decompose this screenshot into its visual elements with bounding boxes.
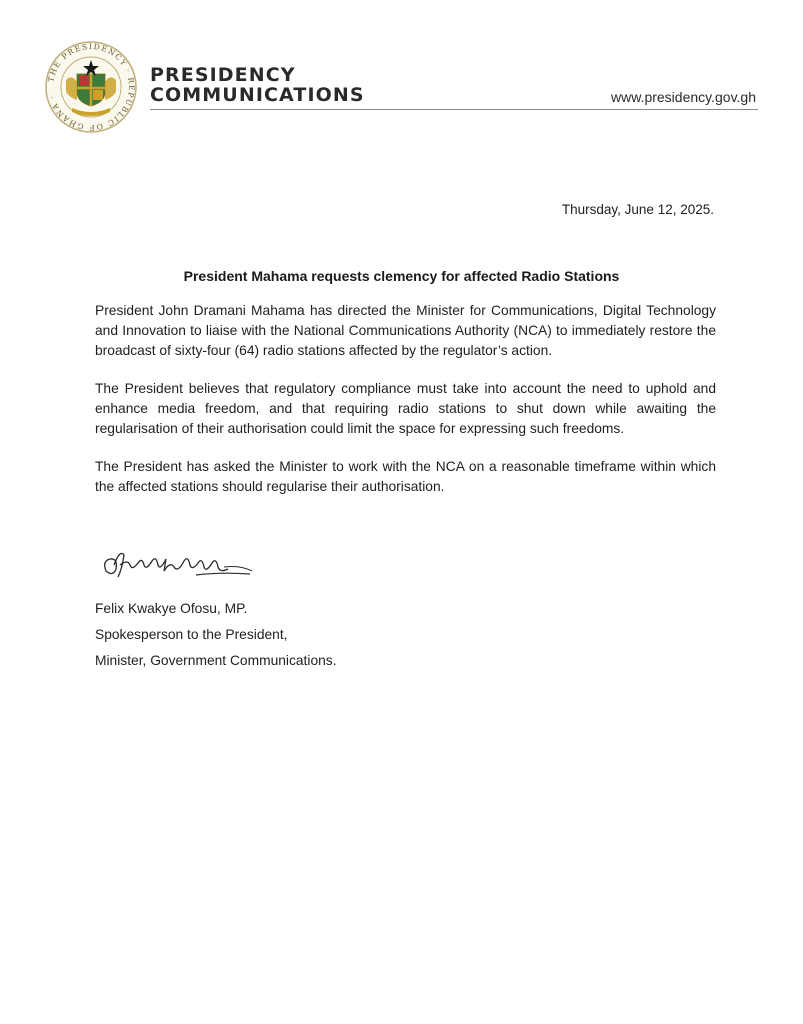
org-name-line2: COMMUNICATIONS: [150, 84, 365, 106]
release-title: President Mahama requests clemency for affected Radio Stations: [183, 268, 620, 284]
release-body: [95, 301, 716, 515]
svg-text:THE PRESIDENCY · REPUBLIC OF G: THE PRESIDENCY · REPUBLIC OF GHANA ·: [46, 41, 137, 133]
signatory-office: Minister, Government Communications.: [95, 653, 337, 668]
handwritten-signature: [100, 545, 260, 589]
coat-of-arms-seal-icon: [44, 40, 138, 134]
body-paragraph: The President believes that regulatory compliance must take into account the need to uphold and enhance media freedom, and that requiring radio stations to shut down while awaiting the regularisation of their authorisation could limit the space for expressing such freedoms.: [95, 381, 716, 436]
release-date: Thursday, June 12, 2025.: [561, 202, 714, 217]
signatory-name: Felix Kwakye Ofosu, MP.: [95, 601, 248, 616]
letterhead: [44, 40, 758, 132]
signatory-role: Spokesperson to the President,: [95, 627, 288, 642]
org-name-line1: PRESIDENCY: [150, 64, 296, 86]
body-paragraph: President John Dramani Mahama has directed the Minister for Communications, Digital Technology and Innovation to liaise with the National Communications Authority (NCA) to immediately restore the broadcast of sixty-four (64) radio stations affected by the regulator’s action.: [95, 303, 716, 358]
website-url: www.presidency.gov.gh: [611, 89, 756, 105]
signatory-block: [95, 596, 337, 674]
body-paragraph: The President has asked the Minister to work with the NCA on a reasonable timeframe within which the affected stations should regularise their authorisation.: [95, 459, 716, 494]
organization-name: [150, 65, 365, 105]
header-divider: [150, 109, 758, 110]
